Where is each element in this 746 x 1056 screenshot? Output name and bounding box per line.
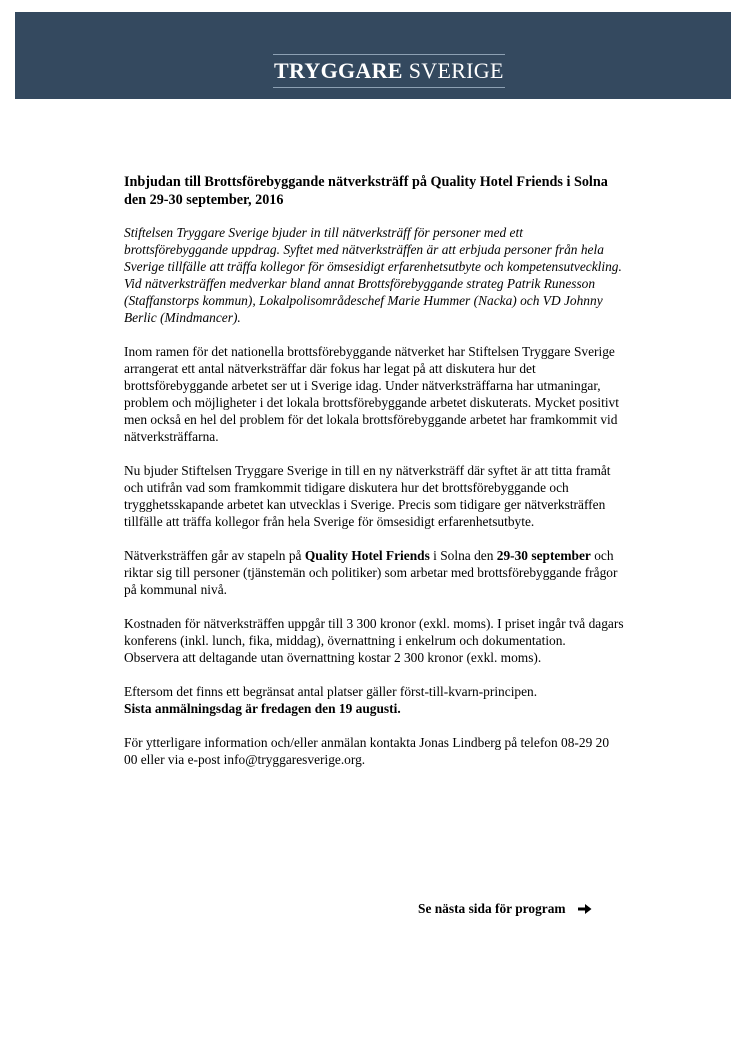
header-banner	[15, 12, 731, 99]
venue-text-2: i Solna den	[429, 548, 497, 563]
next-page-label: Se nästa sida för program	[418, 901, 566, 916]
paragraph-contact: För ytterligare information och/eller anmälan kontakta Jonas Lindberg på telefon 08-29 20 00 eller via e-post info@tryggaresverige.org.	[124, 735, 610, 767]
document-title: Inbjudan till Brottsförebyggande nätverksträff på Quality Hotel Friends i Solna den 29-30 september, 2016	[124, 174, 608, 208]
paragraph-cost: Kostnaden för nätverksträffen uppgår till 3 300 kronor (exkl. moms). I priset ingår två dagars konferens (inkl. lunch, fika, middag), övernattning i enkelrum och dokumentation. Observera att deltagande utan övernattning kostar 2 300 kronor (exkl. moms).	[124, 616, 624, 665]
registration-text: Eftersom det finns ett begränsat antal platser gäller först-till-kvarn-principen.	[124, 684, 538, 699]
arrow-right-icon	[578, 903, 592, 915]
document-body	[124, 173, 624, 785]
venue-text-3: och riktar sig till personer (tjänstemän och politiker) som arbetar med brottsförebyggande frågor på kommunal nivå.	[124, 548, 618, 597]
venue-text-1: Nätverksträffen går av stapeln på	[124, 548, 305, 563]
registration-deadline: Sista anmälningsdag är fredagen den 19 augusti.	[124, 701, 401, 716]
paragraph-purpose: Nu bjuder Stiftelsen Tryggare Sverige in till en ny nätverksträff där syftet är att titta framåt och utifrån vad som framkommit tidigare diskutera hur det brottsförebyggande och trygghetsskapande arbetet kan utvecklas i Sverige. Precis som tidigare ger nätverksträffen tillfälle att träffa kollegor från hela Sverige för ömsesidigt erfarenhetsutbyte.	[124, 463, 611, 529]
intro-paragraph: Stiftelsen Tryggare Sverige bjuder in till nätverksträff för personer med ett brottsförebyggande uppdrag. Syftet med nätverksträffen är att erbjuda personer från hela Sverige tillfälle att träffa kollegor för ömsesidigt erfarenhetsutbyte och kompetensutveckling. Vid nätverksträffen medverkar bland annat Brottsförebyggande strateg Patrik Runesson (Staffanstorps kommun), Lokalpolisområdeschef Marie Hummer (Nacka) och VD Johnny Berlic (Mindmancer).	[124, 225, 622, 325]
paragraph-registration	[124, 683, 624, 717]
paragraph-venue	[124, 547, 624, 598]
next-page-note	[418, 901, 592, 917]
logo	[273, 54, 505, 88]
logo-word-tryggare: TRYGGARE	[274, 58, 403, 83]
logo-word-sverige: SVERIGE	[408, 58, 504, 83]
event-dates: 29-30 september	[496, 548, 591, 563]
paragraph-background: Inom ramen för det nationella brottsförebyggande nätverket har Stiftelsen Tryggare Sverige arrangerat ett antal nätverksträffar där fokus har legat på att diskutera hur det brottsförebyggande arbetet ser ut i Sverige idag. Under nätverksträffarna har utmaningar, problem och möjligheter i det lokala brottsförebyggande arbetet diskuterats. Mycket positivt men också en hel del problem för det lokala brottsförebyggande arbetet har framkommit vid nätverksträffarna.	[124, 344, 619, 444]
venue-name: Quality Hotel Friends	[304, 548, 430, 563]
